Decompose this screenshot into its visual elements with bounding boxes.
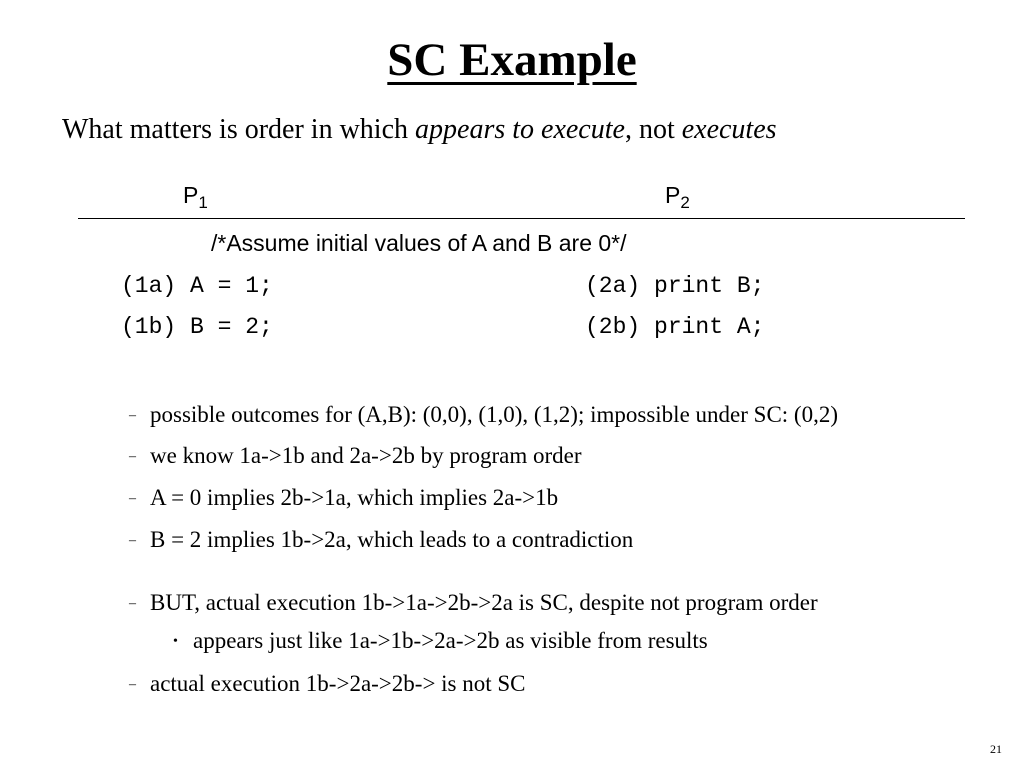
bullet-text: BUT, actual execution 1b->1a->2b->2a is SC, despite not program order bbox=[150, 590, 818, 615]
bullet-item bbox=[129, 669, 526, 700]
bullet-item bbox=[129, 525, 633, 556]
header-divider bbox=[78, 218, 965, 219]
subtitle-emphasis-1: appears to execute bbox=[415, 114, 625, 145]
bullet-item bbox=[129, 483, 558, 514]
bullet-item bbox=[129, 400, 838, 431]
code-p2-line-2a: (2a) print B; bbox=[585, 273, 765, 299]
bullet-item bbox=[129, 441, 582, 472]
bullet-text: B = 2 implies 1b->2a, which leads to a contradiction bbox=[150, 527, 634, 552]
dash-marker: – bbox=[129, 408, 136, 423]
bullet-text: actual execution 1b->2a->2b-> is not SC bbox=[150, 671, 526, 696]
bullet-text: A = 0 implies 2b->1a, which implies 2a->1b bbox=[150, 485, 559, 510]
dot-marker: • bbox=[173, 634, 178, 649]
subtitle-emphasis-2: executes bbox=[681, 114, 777, 145]
page-number: 21 bbox=[990, 742, 1002, 756]
sub-bullet-text: appears just like 1a->1b->2a->2b as visible from results bbox=[193, 628, 708, 653]
processor-2-header bbox=[665, 180, 690, 210]
bullet-item bbox=[129, 588, 818, 619]
processor-2-letter: P bbox=[665, 182, 681, 208]
processor-2-subscript: 2 bbox=[680, 193, 690, 212]
processor-1-header bbox=[183, 180, 208, 210]
sub-bullet-item bbox=[173, 626, 708, 657]
processor-1-subscript: 1 bbox=[198, 193, 208, 212]
dash-marker: – bbox=[129, 533, 136, 548]
processor-1-letter: P bbox=[183, 182, 199, 208]
slide-title: SC Example bbox=[387, 34, 637, 86]
dash-marker: – bbox=[129, 491, 136, 506]
subtitle-text-1: What matters is order in which bbox=[62, 114, 416, 145]
assumption-comment: /*Assume initial values of A and B are 0*/ bbox=[211, 230, 627, 256]
bullet-text: possible outcomes for (A,B): (0,0), (1,0), (1,2); impossible under SC: (0,2) bbox=[150, 402, 838, 427]
dash-marker: – bbox=[129, 677, 136, 692]
dash-marker: – bbox=[129, 596, 136, 611]
code-p2-line-2b: (2b) print A; bbox=[585, 314, 765, 340]
bullet-text: we know 1a->1b and 2a->2b by program order bbox=[150, 443, 582, 468]
code-p1-line-1a: (1a) A = 1; bbox=[121, 273, 273, 299]
code-p1-line-1b: (1b) B = 2; bbox=[121, 314, 273, 340]
dash-marker: – bbox=[129, 449, 136, 464]
slide-subtitle bbox=[62, 112, 777, 148]
subtitle-text-2: , not bbox=[624, 114, 682, 145]
